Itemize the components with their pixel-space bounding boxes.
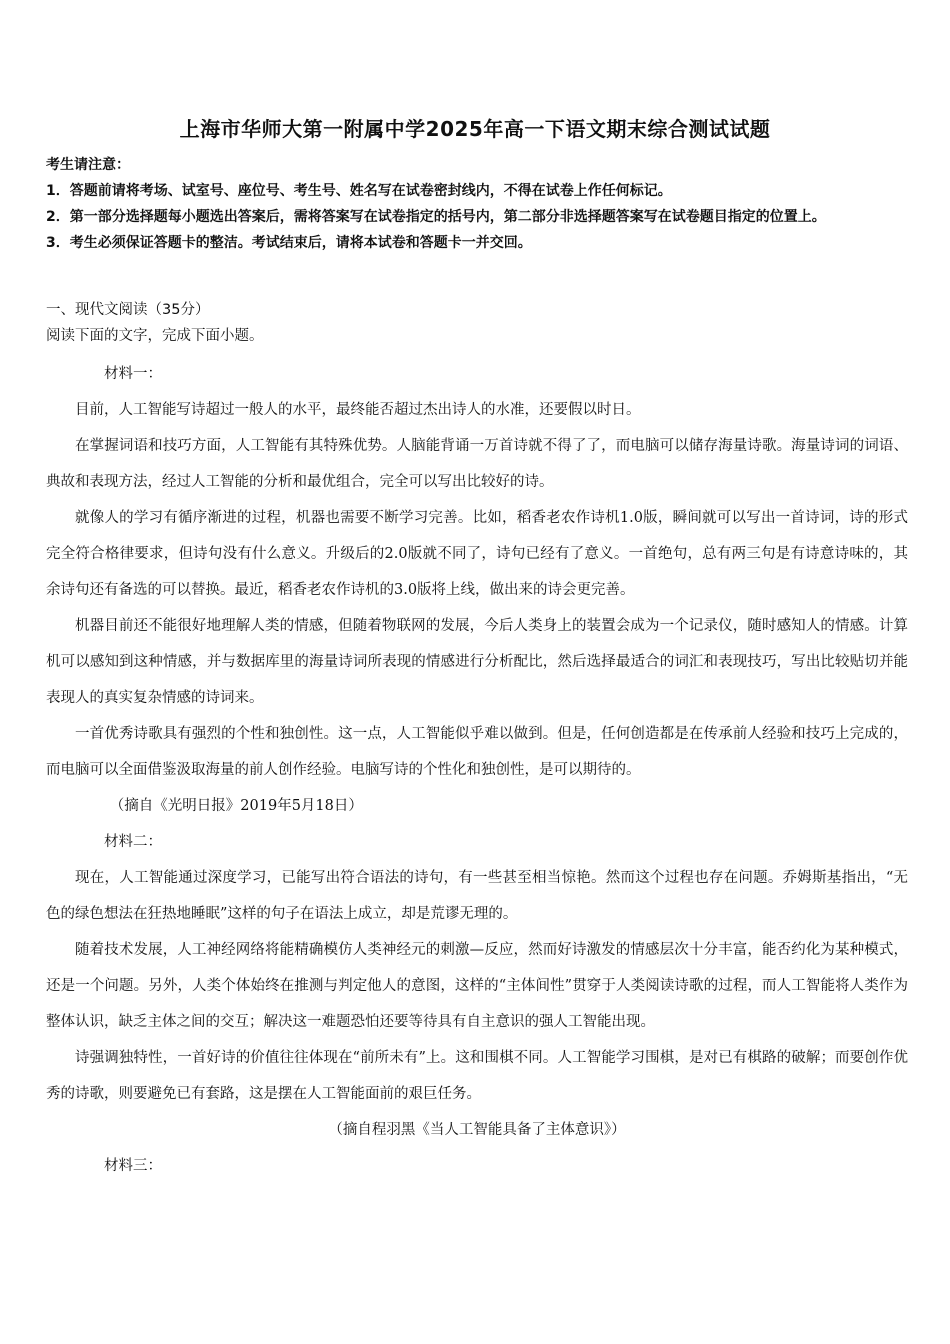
page-title: 上海市华师大第一附属中学2025年高一下语文期末综合测试试题 xyxy=(179,117,771,141)
notice-item: 1．答题前请将考场、试室号、座位号、考生号、姓名写在试卷密封线内，不得在试卷上作任何标记。 xyxy=(46,183,672,199)
exam-notice xyxy=(46,152,904,256)
material-paragraph: 在掌握词语和技巧方面，人工智能有其特殊优势。人脑能背诵一万首诗就不得了了，而电脑可以储存海量诗歌。海量诗词的词语、典故和表现方法，经过人工智能的分析和最优组合，完全可以写出比较好的诗。 xyxy=(46,438,908,490)
notice-item: 3．考生必须保证答题卡的整洁。考试结束后，请将本试卷和答题卡一并交回。 xyxy=(46,235,532,251)
material-paragraph: 诗强调独特性，一首好诗的价值往往体现在“前所未有”上。这和围棋不同。人工智能学习围棋，是对已有棋路的破解；而要创作优秀的诗歌，则要避免已有套路，这是摆在人工智能面前的艰巨任务。 xyxy=(46,1050,908,1102)
reading-passage xyxy=(46,356,908,1184)
material-paragraph: 一首优秀诗歌具有强烈的个性和独创性。这一点，人工智能似乎难以做到。但是，任何创造都是在传承前人经验和技巧上完成的，而电脑可以全面借鉴汲取海量的前人创作经验。电脑写诗的个性化和独创性，是可以期待的。 xyxy=(46,726,908,778)
section-instruction: 阅读下面的文字，完成下面小题。 xyxy=(46,328,264,344)
material-source: （摘自《光明日报》2019年5月18日） xyxy=(109,798,363,814)
material-paragraph: 目前，人工智能写诗超过一般人的水平，最终能否超过杰出诗人的水准，还要假以时日。 xyxy=(75,402,641,418)
material-source: （摘自程羽黑《当人工智能具备了主体意识》） xyxy=(328,1122,626,1138)
material-paragraph: 随着技术发展，人工神经网络将能精确模仿人类神经元的刺激—反应，然而好诗激发的情感层次十分丰富，能否约化为某种模式，还是一个问题。另外，人类个体始终在推测与判定他人的意图，这样的“主体间性”贯穿于人类阅读诗歌的过程，而人工智能将人类作为整体认识，缺乏主体之间的交互；解决这一难题恐怕还要等待具有自主意识的强人工智能出现。 xyxy=(46,942,908,1030)
section-heading: 一、现代文阅读（35分） xyxy=(46,302,210,318)
material-paragraph: 就像人的学习有循序渐进的过程，机器也需要不断学习完善。比如，稻香老农作诗机1.0版，瞬间就可以写出一首诗词，诗的形式完全符合格律要求，但诗句没有什么意义。升级后的2.0版就不同了，诗句已经有了意义。一首绝句，总有两三句是有诗意诗味的，其余诗句还有备选的可以替换。最近，稻香老农作诗机的3.0版将上线，做出来的诗会更完善。 xyxy=(46,510,908,598)
notice-heading: 考生请注意： xyxy=(46,157,130,173)
material-label: 材料二： xyxy=(104,834,162,850)
material-label: 材料三： xyxy=(104,1158,162,1174)
material-label: 材料一： xyxy=(104,366,162,382)
material-paragraph: 现在，人工智能通过深度学习，已能写出符合语法的诗句，有一些甚至相当惊艳。然而这个过程也存在问题。乔姆斯基指出，“无色的绿色想法在狂热地睡眠”这样的句子在语法上成立，却是荒谬无理的。 xyxy=(46,870,908,922)
notice-item: 2．第一部分选择题每小题选出答案后，需将答案写在试卷指定的括号内，第二部分非选择题答案写在试卷题目指定的位置上。 xyxy=(46,209,826,225)
material-paragraph: 机器目前还不能很好地理解人类的情感，但随着物联网的发展，今后人类身上的装置会成为一个记录仪，随时感知人的情感。计算机可以感知到这种情感，并与数据库里的海量诗词所表现的情感进行分析配比，然后选择最适合的词汇和表现技巧，写出比较贴切并能表现人的真实复杂情感的诗词来。 xyxy=(46,618,908,706)
